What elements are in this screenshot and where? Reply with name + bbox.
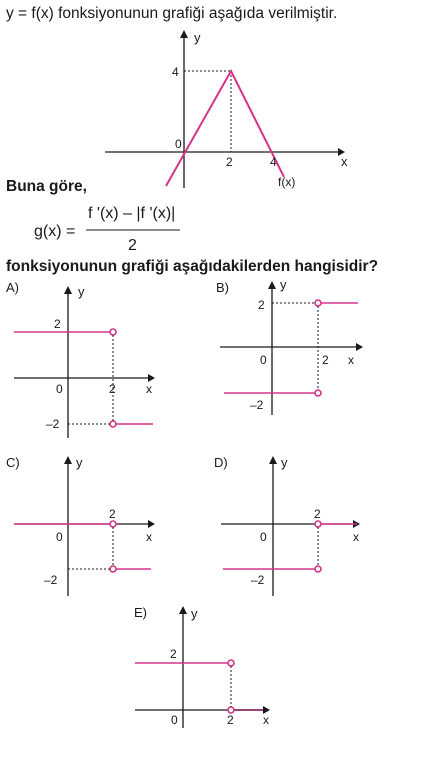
option-a-graph bbox=[0, 280, 215, 440]
main-x-label: x bbox=[341, 154, 348, 169]
fx-curve-label: f(x) bbox=[278, 175, 296, 189]
graph-label: 0 bbox=[260, 353, 267, 367]
graph-label: –2 bbox=[46, 417, 60, 431]
main-x-tick-4: 4 bbox=[270, 155, 277, 169]
option-e-label: E) bbox=[134, 605, 147, 620]
option-a-y-arrow-icon bbox=[64, 286, 72, 294]
graph-label: 0 bbox=[260, 530, 267, 544]
graph-label: 2 bbox=[227, 713, 234, 727]
graph-label: 2 bbox=[314, 507, 321, 521]
graph-label: 0 bbox=[56, 530, 63, 544]
open-endpoint bbox=[315, 390, 321, 396]
main-origin-label: 0 bbox=[175, 137, 182, 151]
open-endpoint bbox=[110, 329, 116, 335]
main-y-label: y bbox=[194, 30, 201, 45]
question-ask: fonksiyonunun grafiği aşağıdakilerden hangisidir? bbox=[6, 258, 379, 275]
option-a-label: A) bbox=[6, 280, 19, 295]
graph-label: x bbox=[146, 530, 152, 544]
g-lhs: g(x) = bbox=[34, 223, 76, 240]
graph-label: 2 bbox=[170, 647, 177, 661]
main-x-tick-2: 2 bbox=[226, 155, 233, 169]
graph-label: x bbox=[263, 713, 269, 727]
graph-label: –2 bbox=[44, 573, 58, 587]
option-e-y-arrow-icon bbox=[179, 606, 187, 614]
option-d-y-arrow-icon bbox=[269, 456, 277, 464]
graph-label: 2 bbox=[109, 507, 116, 521]
open-endpoint bbox=[110, 421, 116, 427]
option-a-x-arrow-icon bbox=[148, 374, 155, 382]
option-b-graph bbox=[210, 275, 443, 425]
main-y-tick-4: 4 bbox=[172, 65, 179, 79]
graph-label: y bbox=[191, 606, 198, 621]
open-endpoint bbox=[315, 521, 321, 527]
option-c-graph bbox=[0, 450, 215, 600]
graph-label: x bbox=[146, 382, 152, 396]
graph-label: y bbox=[280, 277, 287, 292]
question-intro: y = f(x) fonksiyonunun grafiği aşağıda verilmiştir. bbox=[6, 5, 338, 22]
graph-label: 2 bbox=[109, 382, 116, 396]
option-c-y-arrow-icon bbox=[64, 456, 72, 464]
g-denominator: 2 bbox=[128, 237, 137, 254]
graph-label: y bbox=[76, 455, 83, 470]
g-formula bbox=[0, 196, 443, 260]
option-e-graph bbox=[125, 600, 325, 730]
graph-label: 0 bbox=[171, 713, 178, 727]
open-endpoint bbox=[315, 300, 321, 306]
open-endpoint bbox=[110, 521, 116, 527]
open-endpoint bbox=[228, 660, 234, 666]
option-c-label: C) bbox=[6, 455, 20, 470]
open-endpoint bbox=[110, 566, 116, 572]
option-d-graph bbox=[205, 450, 443, 600]
option-d-label: D) bbox=[214, 455, 228, 470]
graph-label: 2 bbox=[54, 317, 61, 331]
graph-label: y bbox=[78, 284, 85, 299]
option-b-label: B) bbox=[216, 280, 229, 295]
graph-label: x bbox=[353, 530, 359, 544]
option-b-x-arrow-icon bbox=[356, 343, 363, 351]
open-endpoint bbox=[315, 566, 321, 572]
option-b-y-arrow-icon bbox=[268, 281, 276, 289]
g-numerator: f '(x) – |f '(x)| bbox=[88, 205, 176, 222]
graph-label: 2 bbox=[258, 298, 265, 312]
graph-label: y bbox=[281, 455, 288, 470]
graph-label: –2 bbox=[250, 398, 264, 412]
graph-label: 2 bbox=[322, 353, 329, 367]
buna-gore-text: Buna göre, bbox=[6, 178, 87, 195]
graph-label: 0 bbox=[56, 382, 63, 396]
main-y-arrow-icon bbox=[180, 30, 188, 38]
graph-label: x bbox=[348, 353, 354, 367]
option-c-x-arrow-icon bbox=[148, 520, 155, 528]
graph-label: –2 bbox=[251, 573, 265, 587]
